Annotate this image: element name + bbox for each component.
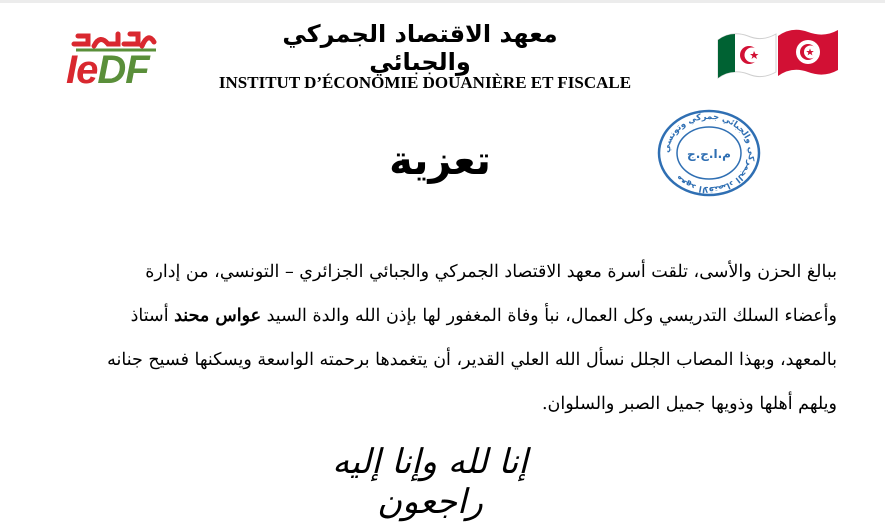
stamp-ring-text: معهد الاقتصاد الجمركي والجبائي جمركي وتونسي [661,111,757,195]
message-line-2 [30,294,837,338]
institute-title-french: INSTITUT D’ÉCONOMIE DOUANIÈRE ET FISCALE [218,73,632,92]
message-line-1: ببالغ الحزن والأسى، تلقت أسرة معهد الاقتصاد الجمركي والجبائي الجزائري – التونسي، من إدارة [145,262,837,282]
message-line-2-start: وأعضاء السلك التدريسي وكل العمال، نبأ وفاة المغفور لها بإذن الله والدة السيد [261,306,837,326]
tunisia-flag-icon [778,30,838,76]
official-stamp [655,108,763,198]
algeria-flag-icon [718,34,776,78]
iedf-logo [66,24,176,90]
logo-latin-mark: IeDF [66,48,149,92]
condolence-message [30,250,837,426]
deceased-son-name: عواس محند [174,306,262,326]
quran-verse-calligraphy: إنا لله وإنا إليه راجعون [332,442,528,522]
message-line-4: ويلهم أهلها وذويها جميل الصبر والسلوان. [541,394,837,414]
top-divider [0,0,885,3]
message-line-3: بالمعهد، وبهذا المصاب الجلل نسأل الله العلي القدير، أن يتغمدها برحمته الواسعة ويسكنها فسيح جنانه [107,350,837,370]
flags [712,22,844,90]
stamp-center-text: م.ا.ج.ج [687,147,731,161]
institute-title-arabic: معهد الاقتصاد الجمركي والجبائي [282,20,558,76]
condolence-heading: تعزية [389,138,491,184]
message-line-2-end: أستاذ [130,306,175,326]
